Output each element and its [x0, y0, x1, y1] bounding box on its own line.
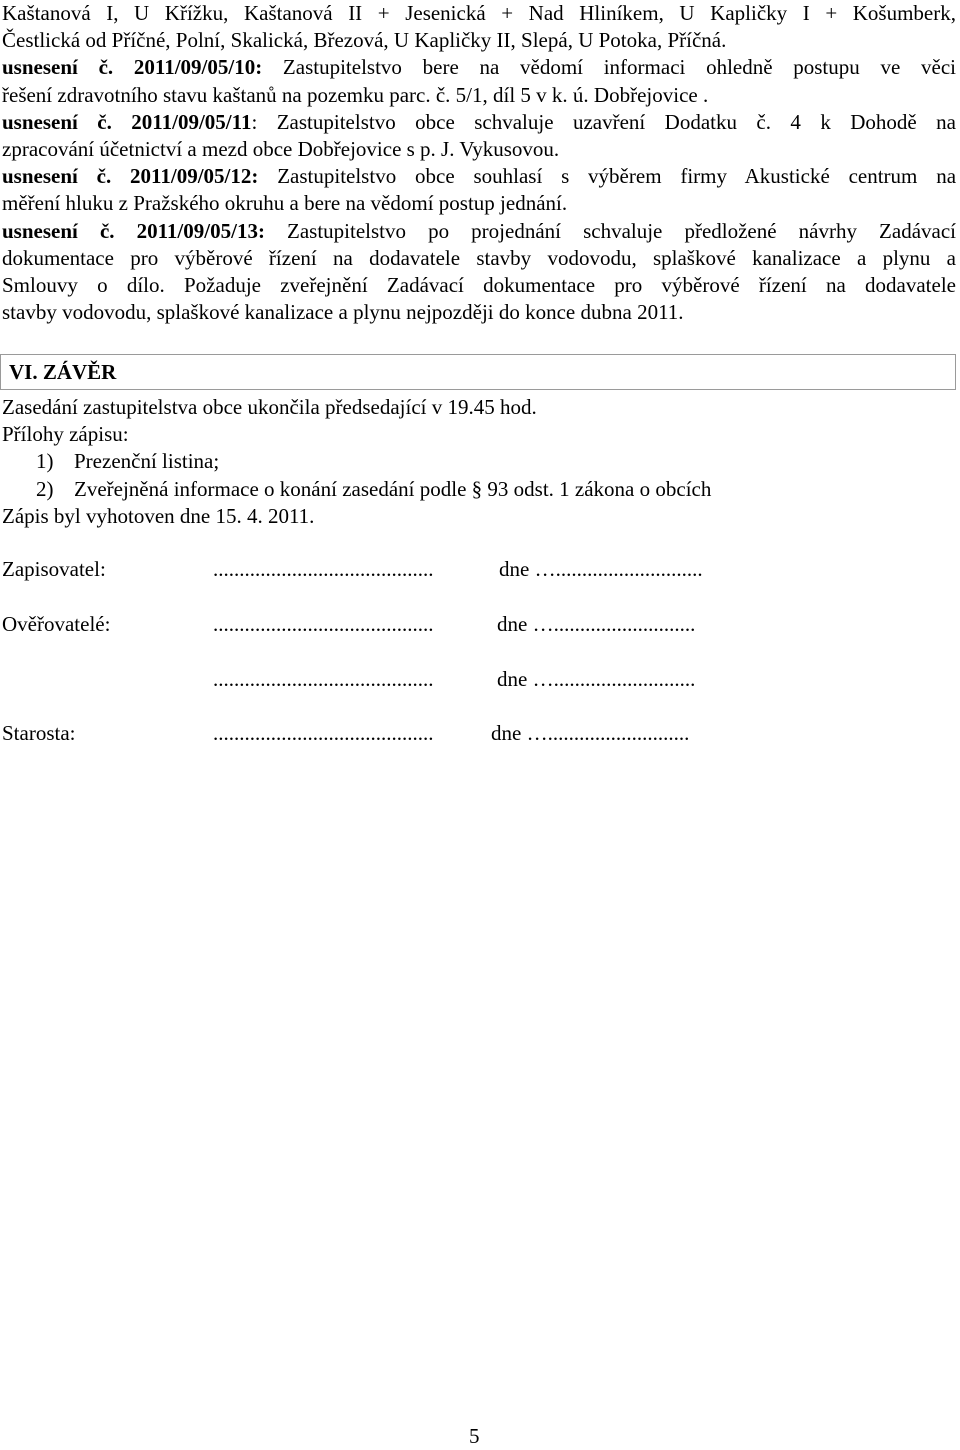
section-heading-box: [0, 354, 956, 390]
signature-line: ..........................................: [213, 557, 434, 581]
signature-date: dne …...........................: [497, 612, 696, 636]
meeting-ended-text: Zasedání zastupitelstva obce ukončila předsedající v 19.45 hod.: [2, 395, 537, 419]
attachments-heading: Přílohy zápisu:: [2, 422, 129, 447]
resolution-text: : Zastupitelstvo obce schvaluje uzavření Dodatku č. 4 k Dohodě na: [251, 109, 956, 134]
text-line: zpracování účetnictví a mezd obce Dobřejovice s p. J. Vykusovou.: [2, 137, 560, 162]
text-line: Kaštanová I, U Křížku, Kaštanová II + Jesenická + Nad Hliníkem, U Kapličky I + Košumberk,: [2, 1, 956, 25]
text-line: dokumentace pro výběrové řízení na dodavatele stavby vodovodu, splaškové kanalizace a plynu a: [2, 245, 956, 270]
resolution-11: [2, 109, 956, 163]
resolution-number: usnesení č. 2011/09/05/13:: [2, 218, 265, 243]
signature-label: Zapisovatel:: [2, 557, 106, 581]
text-line: měření hluku z Pražského okruhu a bere na vědomí postup jednání.: [2, 191, 568, 216]
signature-line: ..........................................: [213, 612, 434, 636]
text-line: Smlouvy o dílo. Požaduje zveřejnění Zadávací dokumentace pro výběrové řízení na dodavatele: [2, 273, 956, 298]
signature-date: dne …............................: [499, 557, 703, 581]
text-line: stavby vodovodu, splaškové kanalizace a plynu nejpozději do konce dubna 2011.: [2, 300, 684, 325]
list-item: [2, 476, 956, 503]
list-item: [2, 448, 956, 475]
text-line: [2, 109, 956, 136]
resolution-text: Zastupitelstvo bere na vědomí informaci ohledně postupu ve věci: [282, 55, 956, 80]
list-text: Prezenční listina;: [74, 449, 220, 474]
signature-date: dne …...........................: [491, 721, 690, 745]
text-line: Čestlická od Příčné, Polní, Skalická, Březová, U Kapličky II, Slepá, U Potoka, Příčná.: [2, 28, 727, 53]
street-list-paragraph: [2, 0, 956, 54]
resolution-13: [2, 218, 956, 327]
text-line: řešení zdravotního stavu kaštanů na pozemku parc. č. 5/1, díl 5 v k. ú. Dobřejovice .: [2, 82, 709, 107]
signature-label: Starosta:: [2, 721, 76, 745]
section-title: VI. ZÁVĚR: [9, 360, 117, 384]
document-page: [2, 0, 956, 326]
resolution-10: [2, 54, 956, 108]
list-number: 1): [36, 449, 54, 474]
text-line: [2, 163, 956, 190]
page-number: 5: [469, 1424, 480, 1448]
resolution-text: Zastupitelstvo obce souhlasí s výběrem firmy Akustické centrum na: [277, 164, 957, 189]
signature-date: dne …...........................: [497, 667, 696, 691]
resolution-text: Zastupitelstvo po projednání schvaluje předložené návrhy Zadávací: [287, 218, 956, 243]
resolution-number: usnesení č. 2011/09/05/12:: [2, 164, 259, 189]
resolution-number: usnesení č. 2011/09/05/11: [2, 109, 252, 134]
list-text: Zveřejněná informace o konání zasedání podle § 93 odst. 1 zákona o obcích: [74, 476, 712, 501]
text-line: [2, 54, 956, 81]
signature-line: ..........................................: [213, 721, 434, 745]
resolution-12: [2, 163, 956, 217]
signature-line: ..........................................: [213, 667, 434, 691]
list-number: 2): [36, 476, 54, 501]
drafted-date-text: Zápis byl vyhotoven dne 15. 4. 2011.: [2, 503, 315, 528]
signature-label: Ověřovatelé:: [2, 612, 111, 636]
text-line: [2, 218, 956, 245]
resolution-number: usnesení č. 2011/09/05/10:: [2, 55, 263, 80]
conclusion-block: [2, 394, 956, 530]
